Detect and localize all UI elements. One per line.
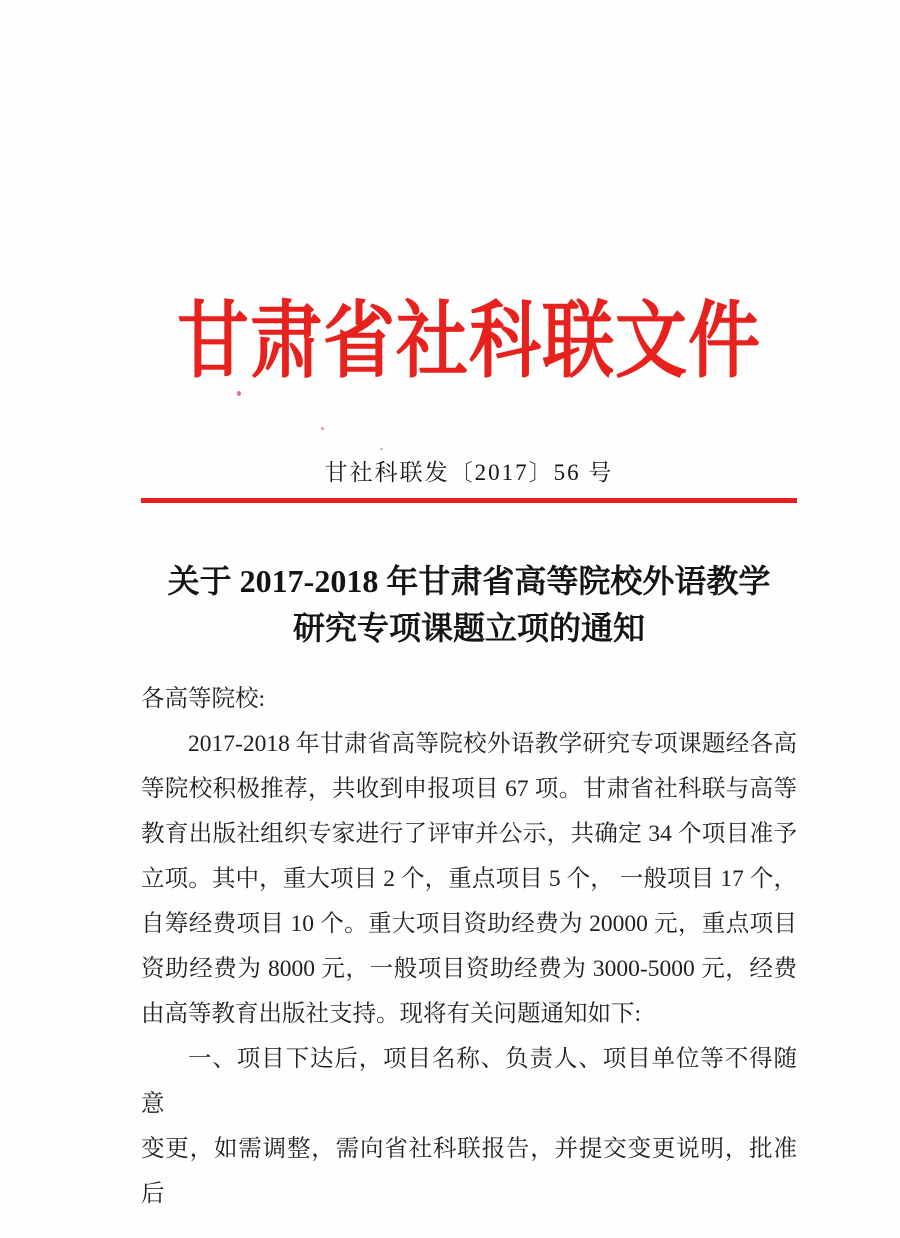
document-title-line-1: 关于 2017-2018 年甘肃省高等院校外语教学 xyxy=(167,563,771,599)
body-line: 自筹经费项目 10 个。重大项目资助经费为 20000 元，重点项目 xyxy=(141,911,797,937)
document-title xyxy=(141,558,797,652)
body-line: 由高等教育出版社支持。现将有关问题通知如下: xyxy=(141,1001,642,1027)
body-line: 等院校积极推荐，共收到申报项目 67 项。甘肃省社科联与高等 xyxy=(141,776,797,802)
document-body xyxy=(141,677,797,1217)
body-line: 立项。其中，重大项目 2 个，重点项目 5 个， 一般项目 17 个， xyxy=(141,866,797,892)
red-divider-rule xyxy=(141,498,797,503)
scan-artifact xyxy=(237,391,241,396)
document-title-line-2: 研究专项课题立项的通知 xyxy=(292,610,645,646)
scan-artifact xyxy=(321,427,324,430)
document-reference-number: 甘社科联发〔2017〕56 号 xyxy=(324,460,614,485)
org-red-banner-title: 甘肃省社科联文件 xyxy=(176,295,761,389)
salutation-line: 各高等院校: xyxy=(141,686,266,712)
body-line: 2017-2018 年甘肃省高等院校外语教学研究专项课题经各高 xyxy=(188,731,797,757)
body-line: 资助经费为 8000 元，一般项目资助经费为 3000-5000 元，经费 xyxy=(141,956,797,982)
body-item-one-line: 一、项目下达后，项目名称、负责人、项目单位等不得随意 xyxy=(141,1046,797,1117)
body-line: 变更，如需调整，需向省社科联报告，并提交变更说明，批准后 xyxy=(141,1136,797,1207)
body-line: 教育出版社组织专家进行了评审并公示，共确定 34 个项目准予 xyxy=(141,821,797,847)
scan-artifact xyxy=(380,448,383,450)
